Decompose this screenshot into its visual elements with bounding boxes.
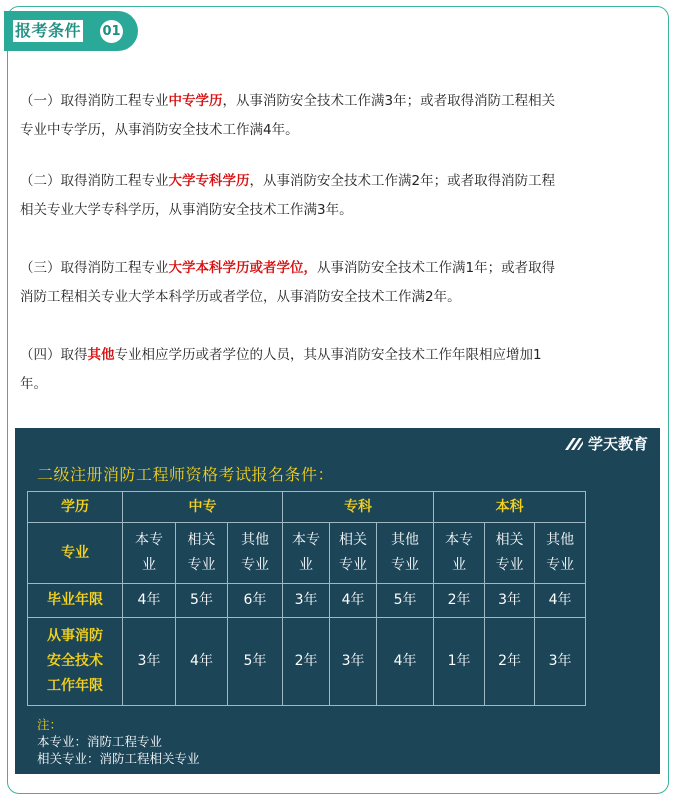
- condition-text: 相关专业大学专科学历，从事消防安全技术工作满3年。: [20, 202, 353, 218]
- condition-text: （一）取得消防工程专业: [20, 93, 169, 109]
- value-cell: 1年: [434, 618, 485, 706]
- condition-text: （三）取得消防工程专业: [20, 260, 169, 276]
- corner-header: 学历: [28, 492, 123, 523]
- requirements-table: [27, 491, 586, 706]
- major-cell: 相关 专业: [176, 523, 228, 584]
- table-row: [28, 618, 586, 706]
- group-header: 中专: [123, 492, 283, 523]
- section-header: [4, 11, 138, 51]
- value-cell: 6年: [228, 584, 283, 618]
- condition-3: [20, 254, 660, 312]
- value-cell: 4年: [123, 584, 176, 618]
- row-header: 专业: [28, 523, 123, 584]
- condition-text: （二）取得消防工程专业: [20, 173, 169, 189]
- row-header: 从事消防 安全技术 工作年限: [28, 618, 123, 706]
- value-cell: 4年: [176, 618, 228, 706]
- condition-1: [20, 87, 660, 145]
- condition-text: 专业相应学历或者学位的人员，其从事消防安全技术工作年限相应增加1: [114, 347, 542, 363]
- major-cell: 相关 专业: [330, 523, 377, 584]
- condition-4: [20, 341, 660, 399]
- condition-highlight: 其他: [87, 347, 115, 363]
- brand-logo: [564, 433, 648, 454]
- major-cell: 本专 业: [283, 523, 330, 584]
- brand-swoosh-icon: [564, 437, 584, 451]
- condition-highlight: 大学本科学历或者学位，: [168, 260, 317, 276]
- value-cell: 5年: [228, 618, 283, 706]
- condition-text: ，从事消防安全技术工作满3年；或者取得消防工程相关: [222, 93, 556, 109]
- condition-text: 年。: [20, 376, 47, 392]
- condition-text: 消防工程相关专业大学本科学历或者学位，从事消防安全技术工作满2年。: [20, 289, 461, 305]
- value-cell: 3年: [535, 618, 586, 706]
- value-cell: 5年: [176, 584, 228, 618]
- notes-title: 注：: [37, 717, 63, 732]
- value-cell: 3年: [283, 584, 330, 618]
- major-cell: 其他 专业: [535, 523, 586, 584]
- value-cell: 3年: [330, 618, 377, 706]
- table-row: [28, 584, 586, 618]
- note-line: 本专业：消防工程专业: [37, 734, 163, 749]
- condition-highlight: 大学专科学历: [168, 173, 250, 189]
- major-cell: 其他 专业: [377, 523, 434, 584]
- major-cell: 其他 专业: [228, 523, 283, 584]
- condition-text: ，从事消防安全技术工作满2年；或者取得消防工程: [249, 173, 556, 189]
- value-cell: 5年: [377, 584, 434, 618]
- value-cell: 2年: [283, 618, 330, 706]
- value-cell: 2年: [485, 618, 535, 706]
- value-cell: 3年: [485, 584, 535, 618]
- section-number-badge: 01: [100, 20, 123, 43]
- brand-name: 学天教育: [587, 435, 648, 453]
- value-cell: 2年: [434, 584, 485, 618]
- group-header: 专科: [283, 492, 434, 523]
- note-line: 相关专业：消防工程相关专业: [37, 751, 200, 766]
- major-row: [28, 523, 586, 584]
- major-cell: 本专 业: [434, 523, 485, 584]
- major-cell: 相关 专业: [485, 523, 535, 584]
- condition-2: [20, 167, 660, 225]
- value-cell: 4年: [330, 584, 377, 618]
- condition-text: 从事消防安全技术工作满1年；或者取得: [317, 260, 556, 276]
- panel-title: 二级注册消防工程师资格考试报名条件：: [37, 465, 335, 484]
- value-cell: 3年: [123, 618, 176, 706]
- value-cell: 4年: [377, 618, 434, 706]
- major-cell: 本专 业: [123, 523, 176, 584]
- condition-text: （四）取得: [20, 347, 88, 363]
- condition-highlight: 中专学历: [168, 93, 223, 109]
- requirements-panel: [15, 428, 660, 774]
- condition-text: 专业中专学历，从事消防安全技术工作满4年。: [20, 122, 299, 138]
- value-cell: 4年: [535, 584, 586, 618]
- row-header: 毕业年限: [28, 584, 123, 618]
- section-title: 报考条件: [15, 21, 82, 40]
- table-notes: [37, 716, 200, 767]
- group-header: 本科: [434, 492, 586, 523]
